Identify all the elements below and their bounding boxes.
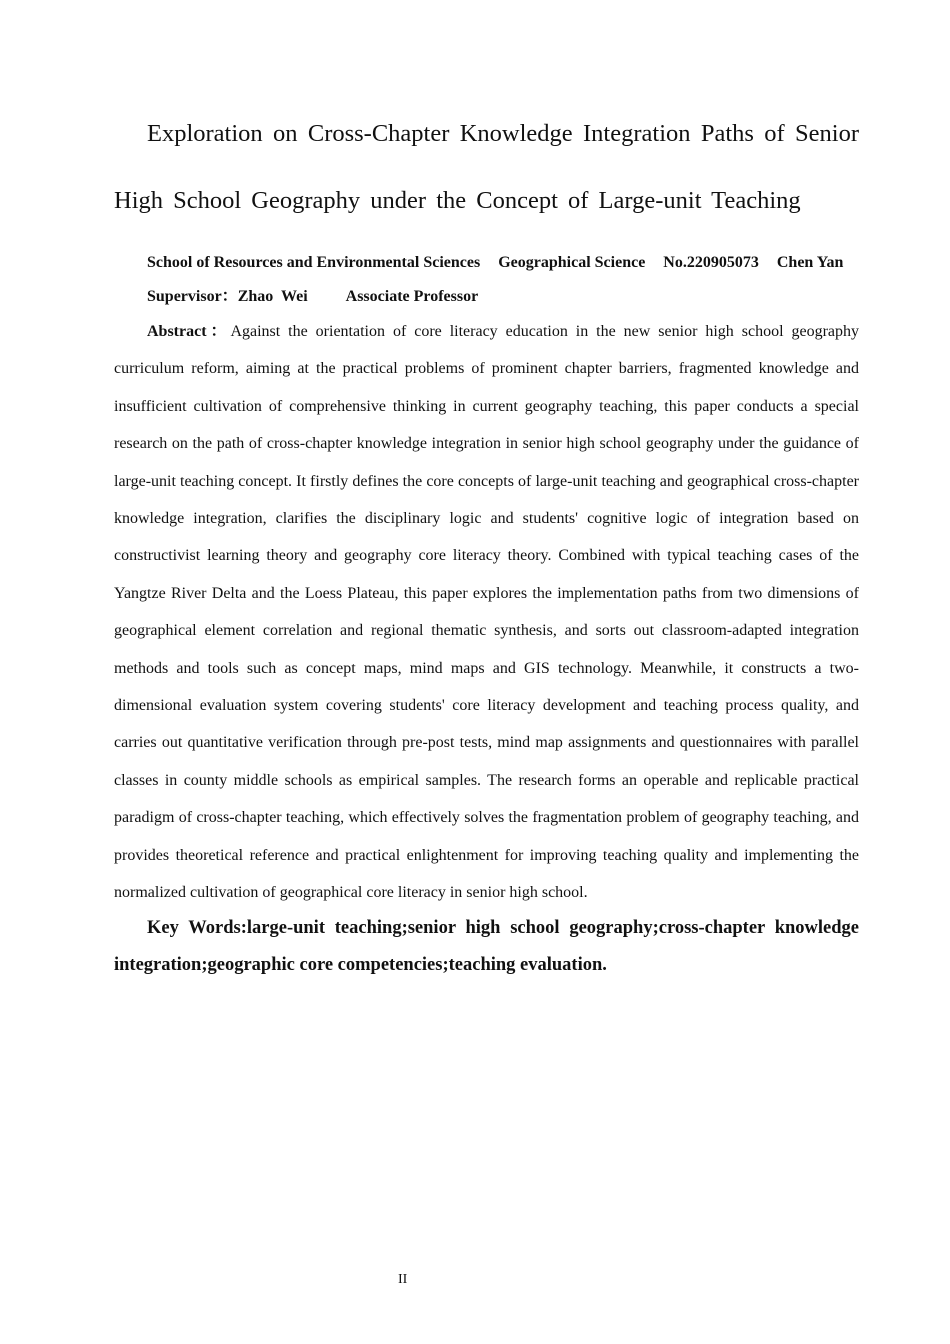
supervisor-label: Supervisor： [147, 288, 238, 305]
title-line-1: Exploration on Cross-Chapter Knowledge Integration Paths of Senior [147, 120, 859, 147]
abstract-paragraph [114, 313, 859, 912]
student-name: Chen Yan [776, 254, 844, 271]
author-info [114, 244, 859, 281]
page-number: II [398, 1272, 408, 1287]
student-number: No.220905073 [663, 254, 759, 271]
school-name: School of Resources and Environmental Sciences [147, 254, 481, 271]
keywords-paragraph: Key Words:large-unit teaching;senior high school geography;cross-chapter knowledge integration;geographic core competencies;teaching evaluation. [114, 917, 859, 975]
supervisor-title: Associate Professor [345, 288, 479, 305]
abstract-text: Against the orientation of core literacy education in the new senior high school geography curriculum reform, aiming at the practical problems of prominent chapter barriers, fragmented knowledge and insufficient cultivation of comprehensive thinking in current geography teaching, this paper conducts a special research on the path of cross-chapter knowledge integration in senior high school geography under the guidance of large-unit teaching concept. It firstly defines the core concepts of large-unit teaching and geographical cross-chapter knowledge integration, clarifies the disciplinary logic and students' cognitive logic of integration based on constructivist learning theory and geography core literacy theory. Combined with typical teaching cases of the Yangtze River Delta and the Loess Plateau, this paper explores the implementation paths from two dimensions of geographical element correlation and regional thematic synthesis, and sorts out classroom-adapted integration methods and tools such as concept maps, mind maps and GIS technology. Meanwhile, it constructs a two-dimensional evaluation system covering students' core literacy development and teaching process quality, and carries out quantitative verification through pre-post tests, mind map assignments and questionnaires with parallel classes in county middle schools as empirical samples. The research forms an operable and replicable practical paradigm of cross-chapter teaching, which effectively solves the fragmentation problem of geography teaching, and provides theoretical reference and practical enlightenment for improving teaching quality and implementing the normalized cultivation of geographical core literacy in senior high school. [114, 323, 859, 902]
supervisor-name: Zhao Wei [237, 288, 308, 305]
abstract-label: Abstract： [147, 323, 231, 340]
major-name: Geographical Science [498, 254, 646, 271]
supervisor-line [114, 278, 859, 315]
document-page [114, 96, 859, 984]
title-line-2: High School Geography under the Concept of Large-unit Teaching [114, 187, 801, 214]
